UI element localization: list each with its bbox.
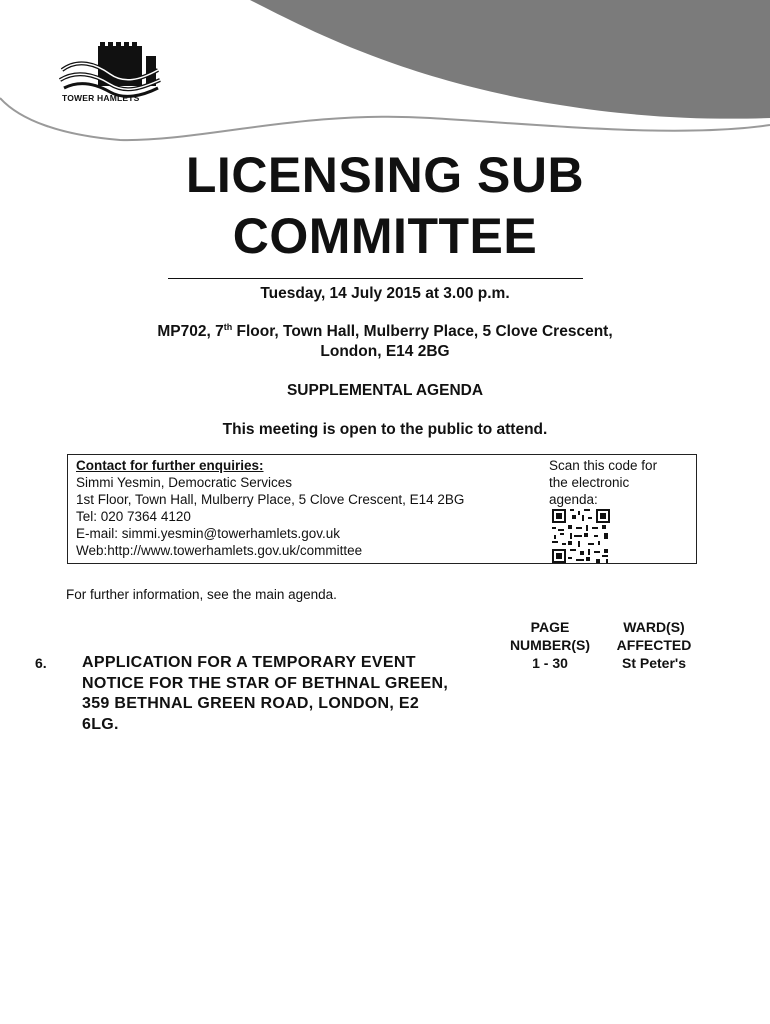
wards-affected-header [602,619,706,654]
contact-web[interactable]: Web:http://www.towerhamlets.gov.uk/committee [76,543,363,558]
ward-header-line1: WARD(S) [623,619,685,635]
contact-name: Simmi Yesmin, Democratic Services [76,475,293,490]
contact-details [76,457,464,559]
agenda-item-title[interactable] [82,653,502,735]
scan-instructions [549,457,657,508]
committee-title-line1: LICENSING SUB [185,147,585,203]
scan-line-3: agenda: [549,492,598,507]
scan-line-1: Scan this code for [549,458,658,473]
contact-address: 1st Floor, Town Hall, Mulberry Place, 5 Clove Crescent, E14 2BG [76,492,465,507]
page-header-line2: NUMBER(S) [509,636,591,653]
page-numbers-header [498,619,602,654]
contact-heading: Contact for further enquiries: [76,458,264,473]
contact-email[interactable]: E-mail: simmi.yesmin@towerhamlets.gov.uk [76,526,341,541]
scan-line-2: the electronic [549,475,630,490]
agenda-type: SUPPLEMENTAL AGENDA [286,382,484,399]
agenda-item-number: 6. [35,655,47,671]
title-divider [168,278,583,279]
page-header-line1: PAGE [530,619,570,635]
agenda-item-ward: St Peter's [621,655,687,671]
meeting-venue-line2: London, E14 2BG [320,343,450,360]
logo-text: TOWER HAMLETS [62,93,140,103]
contact-box [67,454,697,564]
venue-rest: Floor, Town Hall, Mulberry Place, 5 Clove Crescent, [232,323,613,340]
venue-ordinal: th [223,322,233,332]
agenda-item-pages: 1 - 30 [532,655,568,671]
contact-tel: Tel: 020 7364 4120 [76,509,191,524]
meeting-venue-line1 [0,322,770,341]
ward-header-line2: AFFECTED [616,636,692,653]
further-info-note: For further information, see the main agenda. [66,587,337,602]
committee-title-line2: COMMITTEE [232,208,538,264]
venue-prefix: MP702, 7 [157,323,224,340]
agenda-item-title-line: APPLICATION FOR A TEMPORARY EVENT [82,654,416,671]
public-note: This meeting is open to the public to attend. [222,421,548,438]
agenda-item-title-line: NOTICE FOR THE STAR OF BETHNAL GREEN, [82,674,449,692]
meeting-date: Tuesday, 14 July 2015 at 3.00 p.m. [260,285,510,302]
qr-code-icon[interactable] [552,509,610,563]
agenda-item-title-line: 6LG. [82,715,119,733]
agenda-item-title-line: 359 BETHNAL GREEN ROAD, LONDON, E2 [82,695,420,712]
